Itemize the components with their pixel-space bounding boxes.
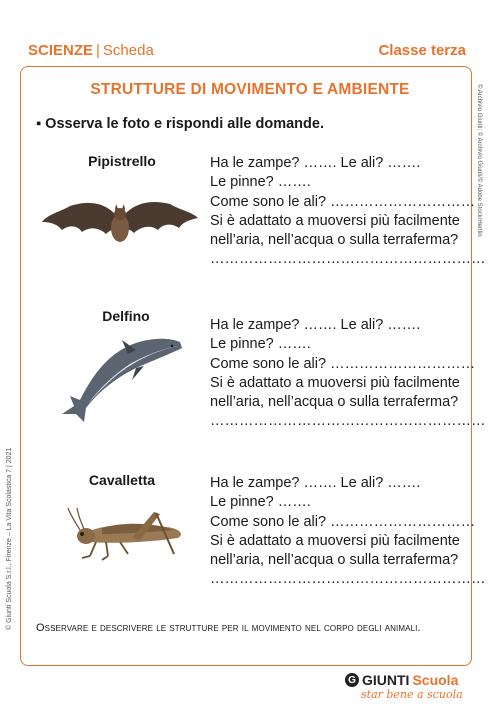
photo-credit: © Archivio Giunti; © Archivio Giunti/© Adobe Stock/Hertlin (476, 84, 482, 237)
grasshopper-image (62, 504, 192, 566)
question-block-dolphin (210, 316, 486, 432)
question-line: nell’aria, nell’acqua o sulla terraferma? (210, 232, 459, 249)
subject-label: SCIENZE (28, 42, 94, 59)
logo-wordmark (345, 672, 470, 688)
question-line: Ha le zampe? ……. Le ali? ……. (210, 475, 421, 491)
question-line: Le pinne? ……. (210, 174, 311, 191)
question-line: Le pinne? ……. (210, 494, 311, 511)
dolphin-image (58, 334, 188, 426)
publisher-logo (345, 672, 470, 701)
animal-name-grasshopper: Cavalletta (88, 472, 156, 488)
learning-objective: Osservare e descrivere le strutture per il movimento nel corpo degli animali. (36, 622, 421, 634)
sheet-type-label: Scheda (102, 42, 154, 59)
header-subject (28, 42, 154, 59)
logo-brand-dark: GIUNTI (362, 672, 410, 688)
page-title: STRUTTURE DI MOVIMENTO E AMBIENTE (90, 81, 410, 98)
question-line: Come sono le ali? ………………………… (210, 513, 476, 530)
question-block-grasshopper (210, 474, 486, 590)
question-line: Come sono le ali? ………………………… (210, 193, 476, 210)
answer-line: ………………………………………………… (210, 251, 486, 268)
question-line: Come sono le ali? ………………………… (210, 355, 476, 372)
header-separator: | (96, 42, 100, 59)
logo-tagline: star bene a scuola (361, 688, 463, 701)
animal-name-dolphin: Delfino (102, 308, 150, 324)
copyright-credit: © Giunti Scuola S.r.l., Firenze – La Vita Scolastica 7 | 2021 (6, 447, 13, 630)
question-line: Ha le zampe? ……. Le ali? ……. (210, 155, 421, 171)
instruction: ▪ Osserva le foto e rispondi alle domande. (36, 116, 324, 132)
answer-line: ………………………………………………… (210, 413, 486, 430)
question-line: Si è adattato a muoversi più facilmente (210, 532, 460, 549)
question-line: Ha le zampe? ……. Le ali? ……. (210, 317, 421, 333)
grade-label: Classe terza (378, 42, 466, 59)
logo-g-icon: G (345, 673, 359, 687)
question-line: Si è adattato a muoversi più facilmente (210, 374, 460, 391)
question-line: Si è adattato a muoversi più facilmente (210, 212, 460, 229)
answer-line: ………………………………………………… (210, 571, 486, 588)
bat-image (40, 192, 200, 252)
question-line: nell’aria, nell’acqua o sulla terraferma? (210, 552, 459, 569)
animal-name-bat: Pipistrello (88, 153, 156, 169)
question-line: Le pinne? ……. (210, 336, 311, 353)
question-line: nell’aria, nell’acqua o sulla terraferma? (210, 394, 459, 411)
logo-brand-orange: Scuola (412, 672, 459, 688)
